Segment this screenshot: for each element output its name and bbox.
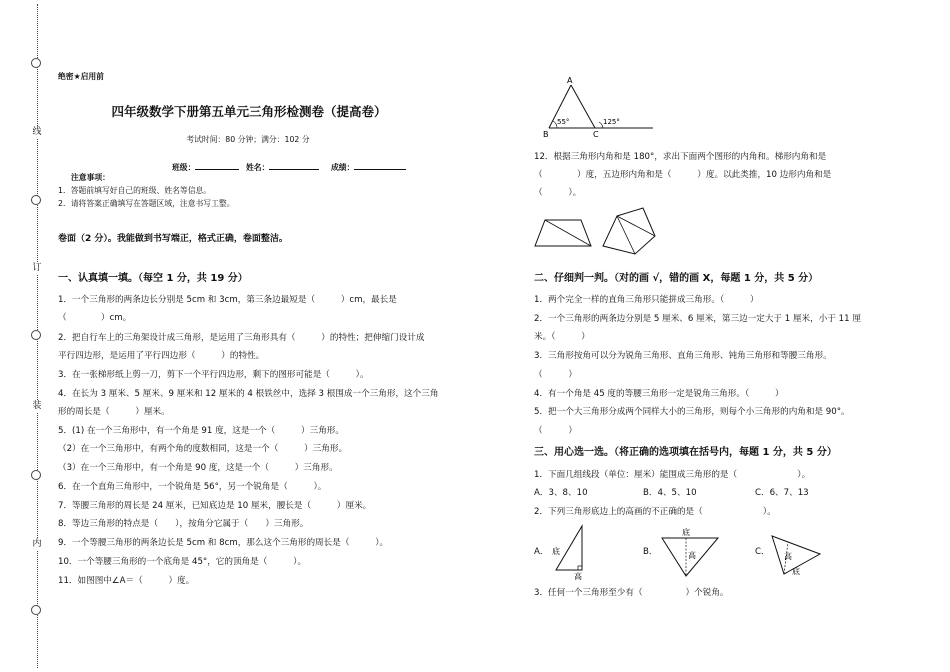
q12-line: （ ）。 (534, 188, 582, 198)
s3-q1: 1．下面几组线段（单位：厘米）能围成三角形的是（ ）。 (534, 470, 811, 480)
vertex-c-label: C (593, 130, 599, 139)
s2-line: 3．三角形按角可以分为锐角三角形、直角三角形、钝角三角形和等腰三角形。 (534, 351, 832, 361)
s3-q3: 3．任何一个三角形至少有（ ）个锐角。 (534, 588, 729, 598)
s1-line: 形的周长是（ ）厘米。 (58, 407, 170, 417)
height-label: 高 (688, 551, 696, 560)
s1-line: 6．在一个直角三角形中，一个锐角是 56°，另一个锐角是（ ）。 (58, 482, 327, 492)
margin-char-line: 线 (29, 126, 45, 138)
option-b: B．4、5、10 (643, 488, 697, 498)
base-label: 底 (682, 528, 690, 537)
s2-line: 米。（ ） (534, 332, 590, 342)
section2-title: 二、仔细判一判。（对的画 √，错的画 X，每题 1 分，共 5 分） (534, 273, 819, 284)
q11-triangle-figure (535, 74, 665, 140)
s1-line: 1．一个三角形的两条边长分别是 5cm 和 3cm，第三条边最短是（ ）cm，最长是 (58, 295, 397, 305)
base-label: 底 (792, 567, 800, 576)
s1-line: （ ）cm。 (58, 313, 132, 323)
margin-char-bind: 装 (29, 400, 45, 412)
s2-line: 2．一个三角形的两条边分别是 5 厘米、6 厘米，第三边一定大于 1 厘米，小于 11 厘 (534, 314, 861, 324)
note-item: 1．答题前填写好自己的班级、姓名等信息。 (58, 186, 212, 195)
base-label: 底 (552, 547, 560, 556)
exterior-angle-label: 125° (603, 118, 620, 126)
pentagon-shape (603, 208, 655, 254)
s3-q2: 2．下列三角形底边上的高画的不正确的是（ ）。 (534, 507, 776, 517)
s1-line: 9．一个等腰三角形的两条边长是 5cm 和 8cm，那么这个三角形的周长是（ ）。 (58, 538, 389, 548)
neatness-note: 卷面（2 分）。我能做到书写端正，格式正确，卷面整洁。 (58, 234, 288, 244)
section1-title: 一、认真填一填。（每空 1 分，共 19 分） (58, 273, 248, 284)
q12-line: 12．根据三角形内角和是 180°，求出下面两个图形的内角和。梯形内角和是 (534, 152, 827, 162)
time-info: 考试时间：80 分钟；满分：102 分 (186, 135, 310, 144)
s1-line: 平行四边形，是运用了平行四边形（ ）的特性。 (58, 351, 265, 361)
q12-shapes-figure (533, 206, 673, 262)
s2-line: （ ） (534, 370, 577, 380)
s1-line: （3）在一个三角形中，有一个角是 90 度，这是一个（ ）三角形。 (58, 463, 338, 473)
margin-char-inner: 内 (29, 538, 45, 550)
s2-line: 1．两个完全一样的直角三角形只能拼成三角形。（ ） (534, 295, 759, 305)
class-field[interactable] (172, 160, 239, 174)
height-label: 高 (574, 572, 582, 580)
s1-line: 2．把自行车上的三角架设计成三角形，是运用了三角形具有（ ）的特性；把伸缩门设计成 (58, 333, 425, 343)
section3-title: 三、用心选一选。（将正确的选项填在括号内，每题 1 分，共 5 分） (534, 447, 837, 458)
name-field[interactable] (246, 160, 319, 174)
s1-line: 5．(1) 在一个三角形中，有一个角是 91 度，这是一个（ ）三角形。 (58, 426, 344, 436)
q12-line: （ ）度，五边形内角和是（ ）度。以此类推，10 边形内角和是 (534, 170, 832, 180)
fig-option-c-label: C． (755, 547, 770, 557)
class-label: 班级： (172, 163, 196, 172)
angle-b-label: 55° (557, 118, 570, 126)
fig-option-b-label: B． (643, 547, 658, 557)
s1-line: （2）在一个三角形中，有两个角的度数相同，这是一个（ ）三角形。 (58, 444, 348, 454)
s2-line: 5．把一个大三角形分成两个同样大小的三角形，则每个小三角形的内角和是 90°。 (534, 407, 850, 417)
s1-line: 10．一个等腰三角形的一个底角是 45°，它的顶角是（ ）。 (58, 557, 307, 567)
score-field[interactable] (331, 160, 406, 174)
fig-option-a-label: A． (534, 547, 549, 557)
trapezoid-shape (535, 220, 591, 246)
secret-label: 绝密★启用前 (58, 72, 104, 81)
s1-line: 3．在一张梯形纸上剪一刀，剪下一个平行四边形，剩下的图形可能是（ ）。 (58, 370, 369, 380)
score-label: 成绩： (331, 163, 355, 172)
option-a: A．3、8、10 (534, 488, 588, 498)
page-title: 四年级数学下册第五单元三角形检测卷（提高卷） (111, 104, 387, 119)
s2-line: （ ） (534, 426, 577, 436)
s1-line: 8．等边三角形的特点是（ ），按角分它属于（ ）三角形。 (58, 519, 309, 529)
option-c-triangle (766, 524, 828, 580)
notes-title: 注意事项： (71, 173, 110, 182)
vertex-b-label: B (543, 130, 549, 139)
s2-line: 4．有一个角是 45 度的等腰三角形一定是锐角三角形。（ ） (534, 389, 784, 399)
s1-line: 4．在长为 3 厘米、5 厘米、9 厘米和 12 厘米的 4 根铁丝中，选择 3 根围成一个三角形，这个三角 (58, 389, 439, 399)
vertex-a-label: A (567, 76, 573, 85)
s1-line: 11．如图图中∠A＝（ ）度。 (58, 576, 195, 586)
margin-char-order: 订 (29, 262, 45, 274)
height-label: 高 (784, 552, 792, 561)
option-b-triangle (658, 524, 724, 582)
name-label: 姓名： (246, 163, 270, 172)
option-c: C．6、7、13 (755, 488, 809, 498)
s1-line: 7．等腰三角形的周长是 24 厘米，已知底边是 10 厘米，腰长是（ ）厘米。 (58, 501, 372, 511)
option-a-triangle (548, 522, 604, 580)
note-item: 2．请将答案正确填写在答题区域，注意书写工整。 (58, 199, 235, 208)
